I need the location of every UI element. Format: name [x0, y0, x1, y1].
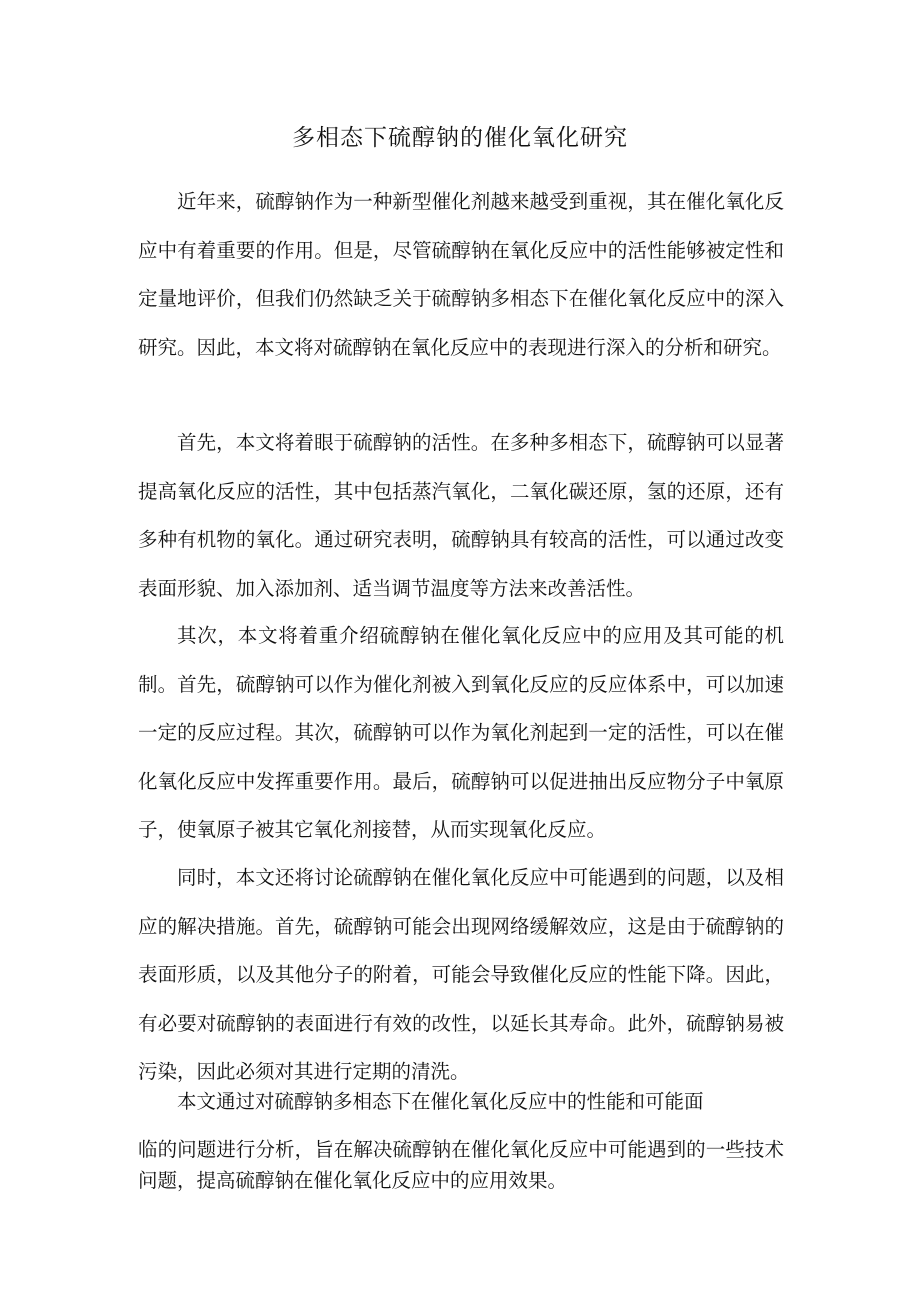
paragraph-problems: 同时，本文还将讨论硫醇钠在催化氧化反应中可能遇到的问题，以及相应的解决措施。首先，硫醇钠可能会出现网络缓解效应，这是由于硫醇钠的表面形质，以及其他分子的附着，可能会导致催化反应的性能下降。因此，有必要对硫醇钠的表面进行有效的改性，以延长其寿命。此外，硫醇钠易被污染，因此必须对其进行定期的清洗。 — [138, 866, 784, 1083]
paragraph-conclusion-first-line: 本文通过对硫醇钠多相态下在催化氧化反应中的性能和可能面 — [177, 1090, 704, 1113]
paragraph-mechanism: 其次，本文将着重介绍硫醇钠在催化氧化反应中的应用及其可能的机制。首先，硫醇钠可以作为催化剂被入到氧化反应的反应体系中，可以加速一定的反应过程。其次，硫醇钠可以作为氧化剂起到一定的活性，可以在催化氧化反应中发挥重要作用。最后，硫醇钠可以促进抽出反应物分子中氧原子，使氧原子被其它氧化剂接替，从而实现氧化反应。 — [138, 624, 784, 841]
paragraph-conclusion-rest: 临的问题进行分析，旨在解决硫醇钠在催化氧化反应中可能遇到的一些技术问题，提高硫醇钠在催化氧化反应中的应用效果。 — [138, 1138, 784, 1192]
document-title: 多相态下硫醇钠的催化氧化研究 — [292, 125, 628, 151]
paragraph-introduction: 近年来，硫醇钠作为一种新型催化剂越来越受到重视，其在催化氧化反应中有着重要的作用。但是，尽管硫醇钠在氧化反应中的活性能够被定性和定量地评价，但我们仍然缺乏关于硫醇钠多相态下在催化氧化反应中的深入研究。因此，本文将对硫醇钠在氧化反应中的表现进行深入的分析和研究。 — [138, 190, 784, 359]
paragraph-activity: 首先，本文将着眼于硫醇钠的活性。在多种多相态下，硫醇钠可以显著提高氧化反应的活性，其中包括蒸汽氧化，二氧化碳还原，氢的还原，还有多种有机物的氧化。通过研究表明，硫醇钠具有较高的活性，可以通过改变表面形貌、加入添加剂、适当调节温度等方法来改善活性。 — [138, 431, 784, 600]
